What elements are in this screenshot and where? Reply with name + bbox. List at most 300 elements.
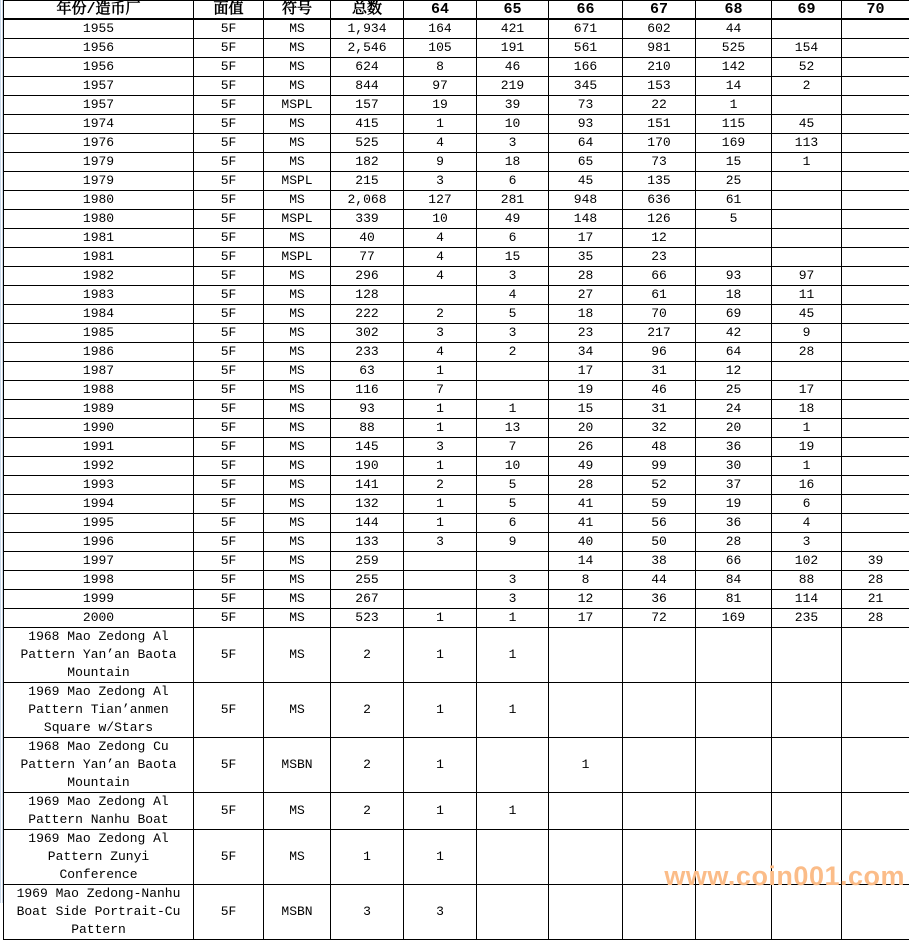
grade-67-cell: 48 (623, 438, 696, 457)
grade-69-cell: 19 (772, 438, 842, 457)
grade-69-cell: 113 (772, 134, 842, 153)
face-value-cell: 5F (194, 324, 264, 343)
grade-66-cell: 12 (549, 590, 623, 609)
grade-67-cell: 981 (623, 39, 696, 58)
total-cell: 132 (331, 495, 404, 514)
year-mint-cell: 1981 (4, 229, 194, 248)
grade-68-cell: 115 (696, 115, 772, 134)
grade-65-cell: 1 (477, 400, 549, 419)
grade-68-cell: 525 (696, 39, 772, 58)
total-cell: 1,934 (331, 19, 404, 39)
grade-68-cell: 66 (696, 552, 772, 571)
grade-67-cell: 22 (623, 96, 696, 115)
table-row (4, 683, 909, 738)
grade-65-cell (477, 738, 549, 793)
grade-68-cell (696, 738, 772, 793)
face-value-cell: 5F (194, 115, 264, 134)
grade-69-cell: 114 (772, 590, 842, 609)
symbol-cell: MS (264, 229, 331, 248)
table-row (4, 305, 909, 324)
grade-67-cell (623, 738, 696, 793)
grade-70-cell (842, 533, 909, 552)
grade-66-cell: 28 (549, 476, 623, 495)
grade-68-cell: 19 (696, 495, 772, 514)
grade-67-cell: 70 (623, 305, 696, 324)
face-value-cell: 5F (194, 533, 264, 552)
grade-70-cell (842, 400, 909, 419)
table-row (4, 533, 909, 552)
total-cell: 215 (331, 172, 404, 191)
grade-64-cell: 1 (404, 738, 477, 793)
grade-65-cell: 6 (477, 229, 549, 248)
symbol-cell: MS (264, 438, 331, 457)
grade-70-cell (842, 58, 909, 77)
grade-67-cell: 52 (623, 476, 696, 495)
face-value-cell: 5F (194, 229, 264, 248)
table-row (4, 885, 909, 940)
grade-69-cell: 1 (772, 153, 842, 172)
total-cell: 339 (331, 210, 404, 229)
column-header-grade-69: 69 (772, 1, 842, 20)
grade-64-cell: 3 (404, 533, 477, 552)
year-mint-cell: 1985 (4, 324, 194, 343)
total-cell: 2 (331, 683, 404, 738)
grade-64-cell: 105 (404, 39, 477, 58)
grade-70-cell: 28 (842, 571, 909, 590)
grade-67-cell (623, 885, 696, 940)
grade-66-cell: 20 (549, 419, 623, 438)
grade-65-cell (477, 552, 549, 571)
grade-64-cell: 1 (404, 115, 477, 134)
year-mint-cell: 1998 (4, 571, 194, 590)
grade-68-cell (696, 885, 772, 940)
grade-66-cell: 23 (549, 324, 623, 343)
grade-66-cell: 17 (549, 362, 623, 381)
grade-69-cell: 45 (772, 305, 842, 324)
grade-70-cell (842, 39, 909, 58)
grade-70-cell (842, 438, 909, 457)
year-mint-cell: 1969 Mao Zedong Al Pattern Zunyi Conference (4, 830, 194, 885)
column-header-total: 总数 (331, 1, 404, 20)
face-value-cell: 5F (194, 172, 264, 191)
table-row (4, 609, 909, 628)
grade-70-cell (842, 885, 909, 940)
table-row (4, 172, 909, 191)
table-row (4, 419, 909, 438)
grade-67-cell: 56 (623, 514, 696, 533)
grade-64-cell: 1 (404, 628, 477, 683)
table-row (4, 362, 909, 381)
grade-69-cell (772, 210, 842, 229)
grade-64-cell: 1 (404, 400, 477, 419)
table-row (4, 343, 909, 362)
column-header-grade-64: 64 (404, 1, 477, 20)
table-row (4, 134, 909, 153)
grade-65-cell: 49 (477, 210, 549, 229)
face-value-cell: 5F (194, 830, 264, 885)
grade-65-cell: 191 (477, 39, 549, 58)
column-header-grade-68: 68 (696, 1, 772, 20)
symbol-cell: MS (264, 286, 331, 305)
year-mint-cell: 1979 (4, 153, 194, 172)
year-mint-cell: 1991 (4, 438, 194, 457)
table-row (4, 495, 909, 514)
grade-67-cell: 12 (623, 229, 696, 248)
face-value-cell: 5F (194, 683, 264, 738)
grade-70-cell (842, 19, 909, 39)
table-row (4, 286, 909, 305)
face-value-cell: 5F (194, 628, 264, 683)
symbol-cell: MS (264, 552, 331, 571)
symbol-cell: MS (264, 134, 331, 153)
grade-68-cell (696, 683, 772, 738)
grade-70-cell (842, 248, 909, 267)
symbol-cell: MS (264, 476, 331, 495)
total-cell: 2 (331, 793, 404, 830)
total-cell: 128 (331, 286, 404, 305)
grade-68-cell: 14 (696, 77, 772, 96)
grade-67-cell: 61 (623, 286, 696, 305)
grade-65-cell: 1 (477, 628, 549, 683)
symbol-cell: MSPL (264, 210, 331, 229)
grade-67-cell: 99 (623, 457, 696, 476)
grade-65-cell: 219 (477, 77, 549, 96)
grade-68-cell: 28 (696, 533, 772, 552)
grade-64-cell: 3 (404, 885, 477, 940)
grade-68-cell: 169 (696, 609, 772, 628)
grade-67-cell: 217 (623, 324, 696, 343)
year-mint-cell: 1981 (4, 248, 194, 267)
table-row (4, 830, 909, 885)
year-mint-cell: 1979 (4, 172, 194, 191)
symbol-cell: MS (264, 343, 331, 362)
face-value-cell: 5F (194, 495, 264, 514)
symbol-cell: MS (264, 457, 331, 476)
grade-69-cell: 6 (772, 495, 842, 514)
table-row (4, 96, 909, 115)
grade-68-cell: 18 (696, 286, 772, 305)
grade-70-cell (842, 738, 909, 793)
grade-65-cell: 1 (477, 609, 549, 628)
grade-65-cell: 13 (477, 419, 549, 438)
grade-69-cell: 45 (772, 115, 842, 134)
grade-67-cell (623, 793, 696, 830)
grade-67-cell: 96 (623, 343, 696, 362)
grade-70-cell (842, 476, 909, 495)
grade-65-cell: 5 (477, 495, 549, 514)
year-mint-cell: 2000 (4, 609, 194, 628)
year-mint-cell: 1976 (4, 134, 194, 153)
grade-66-cell: 15 (549, 400, 623, 419)
table-row (4, 400, 909, 419)
grade-65-cell: 18 (477, 153, 549, 172)
grade-64-cell: 3 (404, 438, 477, 457)
face-value-cell: 5F (194, 39, 264, 58)
symbol-cell: MS (264, 683, 331, 738)
grade-66-cell: 671 (549, 19, 623, 39)
grade-64-cell: 9 (404, 153, 477, 172)
grade-66-cell (549, 830, 623, 885)
grade-67-cell: 59 (623, 495, 696, 514)
grade-64-cell: 3 (404, 324, 477, 343)
grade-68-cell: 69 (696, 305, 772, 324)
face-value-cell: 5F (194, 381, 264, 400)
column-header-symbol: 符号 (264, 1, 331, 20)
grade-66-cell: 148 (549, 210, 623, 229)
grade-69-cell (772, 830, 842, 885)
grade-68-cell: 42 (696, 324, 772, 343)
grade-68-cell: 44 (696, 19, 772, 39)
table-row (4, 58, 909, 77)
face-value-cell: 5F (194, 552, 264, 571)
grade-64-cell: 4 (404, 267, 477, 286)
table-row (4, 267, 909, 286)
grade-70-cell (842, 172, 909, 191)
table-row (4, 248, 909, 267)
grade-68-cell: 169 (696, 134, 772, 153)
grade-70-cell (842, 495, 909, 514)
year-mint-cell: 1980 (4, 191, 194, 210)
grade-67-cell: 636 (623, 191, 696, 210)
table-row (4, 381, 909, 400)
grade-67-cell (623, 628, 696, 683)
year-mint-cell: 1992 (4, 457, 194, 476)
grade-65-cell: 10 (477, 457, 549, 476)
grade-68-cell: 93 (696, 267, 772, 286)
grade-66-cell: 18 (549, 305, 623, 324)
grade-65-cell: 3 (477, 324, 549, 343)
symbol-cell: MS (264, 830, 331, 885)
grade-69-cell: 102 (772, 552, 842, 571)
grade-68-cell: 15 (696, 153, 772, 172)
grade-70-cell (842, 628, 909, 683)
total-cell: 624 (331, 58, 404, 77)
grade-68-cell: 24 (696, 400, 772, 419)
grade-70-cell: 21 (842, 590, 909, 609)
year-mint-cell: 1969 Mao Zedong-Nanhu Boat Side Portrait-Cu Pattern (4, 885, 194, 940)
total-cell: 182 (331, 153, 404, 172)
symbol-cell: MSPL (264, 96, 331, 115)
grade-65-cell: 39 (477, 96, 549, 115)
face-value-cell: 5F (194, 885, 264, 940)
grade-67-cell: 170 (623, 134, 696, 153)
symbol-cell: MS (264, 419, 331, 438)
grade-68-cell (696, 830, 772, 885)
grade-67-cell: 72 (623, 609, 696, 628)
grade-64-cell: 8 (404, 58, 477, 77)
grade-66-cell (549, 683, 623, 738)
face-value-cell: 5F (194, 96, 264, 115)
grade-66-cell: 17 (549, 229, 623, 248)
grade-69-cell (772, 362, 842, 381)
year-mint-cell: 1957 (4, 77, 194, 96)
grade-66-cell: 65 (549, 153, 623, 172)
symbol-cell: MS (264, 19, 331, 39)
grade-66-cell: 35 (549, 248, 623, 267)
symbol-cell: MS (264, 267, 331, 286)
total-cell: 141 (331, 476, 404, 495)
year-mint-cell: 1982 (4, 267, 194, 286)
total-cell: 2 (331, 628, 404, 683)
grade-64-cell: 3 (404, 172, 477, 191)
total-cell: 415 (331, 115, 404, 134)
symbol-cell: MS (264, 324, 331, 343)
face-value-cell: 5F (194, 267, 264, 286)
symbol-cell: MS (264, 514, 331, 533)
total-cell: 844 (331, 77, 404, 96)
face-value-cell: 5F (194, 77, 264, 96)
year-mint-cell: 1984 (4, 305, 194, 324)
table-row (4, 738, 909, 793)
grade-69-cell (772, 793, 842, 830)
symbol-cell: MS (264, 533, 331, 552)
grade-64-cell: 19 (404, 96, 477, 115)
face-value-cell: 5F (194, 419, 264, 438)
symbol-cell: MSPL (264, 172, 331, 191)
table-row (4, 571, 909, 590)
symbol-cell: MS (264, 590, 331, 609)
header-row (4, 1, 909, 20)
column-header-grade-66: 66 (549, 1, 623, 20)
grade-65-cell: 4 (477, 286, 549, 305)
grade-69-cell: 52 (772, 58, 842, 77)
grade-67-cell: 153 (623, 77, 696, 96)
face-value-cell: 5F (194, 457, 264, 476)
total-cell: 267 (331, 590, 404, 609)
year-mint-cell: 1993 (4, 476, 194, 495)
grade-68-cell: 36 (696, 438, 772, 457)
column-header-face-value: 面值 (194, 1, 264, 20)
grade-65-cell: 5 (477, 476, 549, 495)
table-row (4, 552, 909, 571)
year-mint-cell: 1983 (4, 286, 194, 305)
grade-68-cell: 37 (696, 476, 772, 495)
grade-66-cell: 8 (549, 571, 623, 590)
total-cell: 157 (331, 96, 404, 115)
face-value-cell: 5F (194, 343, 264, 362)
grade-65-cell: 10 (477, 115, 549, 134)
grade-68-cell: 64 (696, 343, 772, 362)
grade-68-cell (696, 793, 772, 830)
grade-65-cell: 3 (477, 134, 549, 153)
grade-69-cell: 97 (772, 267, 842, 286)
grade-66-cell: 27 (549, 286, 623, 305)
grade-69-cell: 1 (772, 419, 842, 438)
total-cell: 93 (331, 400, 404, 419)
total-cell: 3 (331, 885, 404, 940)
grade-67-cell: 602 (623, 19, 696, 39)
table-row (4, 191, 909, 210)
grade-68-cell: 81 (696, 590, 772, 609)
grade-68-cell: 61 (696, 191, 772, 210)
grade-67-cell: 23 (623, 248, 696, 267)
grade-69-cell: 154 (772, 39, 842, 58)
year-mint-cell: 1999 (4, 590, 194, 609)
symbol-cell: MS (264, 362, 331, 381)
total-cell: 523 (331, 609, 404, 628)
symbol-cell: MS (264, 39, 331, 58)
grade-70-cell (842, 381, 909, 400)
grade-69-cell (772, 96, 842, 115)
grade-64-cell: 1 (404, 457, 477, 476)
total-cell: 63 (331, 362, 404, 381)
grade-64-cell: 1 (404, 683, 477, 738)
grade-65-cell (477, 885, 549, 940)
grade-67-cell: 31 (623, 400, 696, 419)
face-value-cell: 5F (194, 305, 264, 324)
grade-70-cell (842, 96, 909, 115)
face-value-cell: 5F (194, 609, 264, 628)
grade-64-cell (404, 590, 477, 609)
year-mint-cell: 1956 (4, 39, 194, 58)
table-row (4, 39, 909, 58)
face-value-cell: 5F (194, 438, 264, 457)
grade-65-cell: 421 (477, 19, 549, 39)
grade-70-cell (842, 683, 909, 738)
grade-64-cell: 4 (404, 229, 477, 248)
grade-66-cell: 41 (549, 495, 623, 514)
grade-70-cell (842, 324, 909, 343)
total-cell: 144 (331, 514, 404, 533)
grade-64-cell: 164 (404, 19, 477, 39)
grade-64-cell: 1 (404, 830, 477, 885)
grade-67-cell: 126 (623, 210, 696, 229)
symbol-cell: MS (264, 305, 331, 324)
grade-66-cell: 561 (549, 39, 623, 58)
symbol-cell: MS (264, 793, 331, 830)
year-mint-cell: 1956 (4, 58, 194, 77)
face-value-cell: 5F (194, 590, 264, 609)
grade-66-cell: 45 (549, 172, 623, 191)
grade-64-cell: 10 (404, 210, 477, 229)
grade-70-cell (842, 267, 909, 286)
year-mint-cell: 1997 (4, 552, 194, 571)
grade-70-cell (842, 362, 909, 381)
total-cell: 40 (331, 229, 404, 248)
grade-66-cell: 166 (549, 58, 623, 77)
symbol-cell: MS (264, 153, 331, 172)
grade-69-cell (772, 248, 842, 267)
year-mint-cell: 1987 (4, 362, 194, 381)
symbol-cell: MS (264, 609, 331, 628)
year-mint-cell: 1996 (4, 533, 194, 552)
grade-66-cell: 73 (549, 96, 623, 115)
face-value-cell: 5F (194, 793, 264, 830)
year-mint-cell: 1980 (4, 210, 194, 229)
grade-66-cell: 40 (549, 533, 623, 552)
grade-70-cell (842, 210, 909, 229)
grade-68-cell: 36 (696, 514, 772, 533)
table-row (4, 514, 909, 533)
grade-70-cell (842, 134, 909, 153)
grade-68-cell: 25 (696, 381, 772, 400)
year-mint-cell: 1988 (4, 381, 194, 400)
grade-67-cell: 44 (623, 571, 696, 590)
grade-67-cell: 66 (623, 267, 696, 286)
grade-65-cell: 6 (477, 172, 549, 191)
grade-69-cell: 9 (772, 324, 842, 343)
year-mint-cell: 1995 (4, 514, 194, 533)
grade-67-cell: 135 (623, 172, 696, 191)
grade-65-cell: 3 (477, 571, 549, 590)
total-cell: 190 (331, 457, 404, 476)
table-row (4, 476, 909, 495)
face-value-cell: 5F (194, 210, 264, 229)
table-row (4, 324, 909, 343)
grade-70-cell (842, 514, 909, 533)
grade-64-cell: 1 (404, 419, 477, 438)
total-cell: 296 (331, 267, 404, 286)
